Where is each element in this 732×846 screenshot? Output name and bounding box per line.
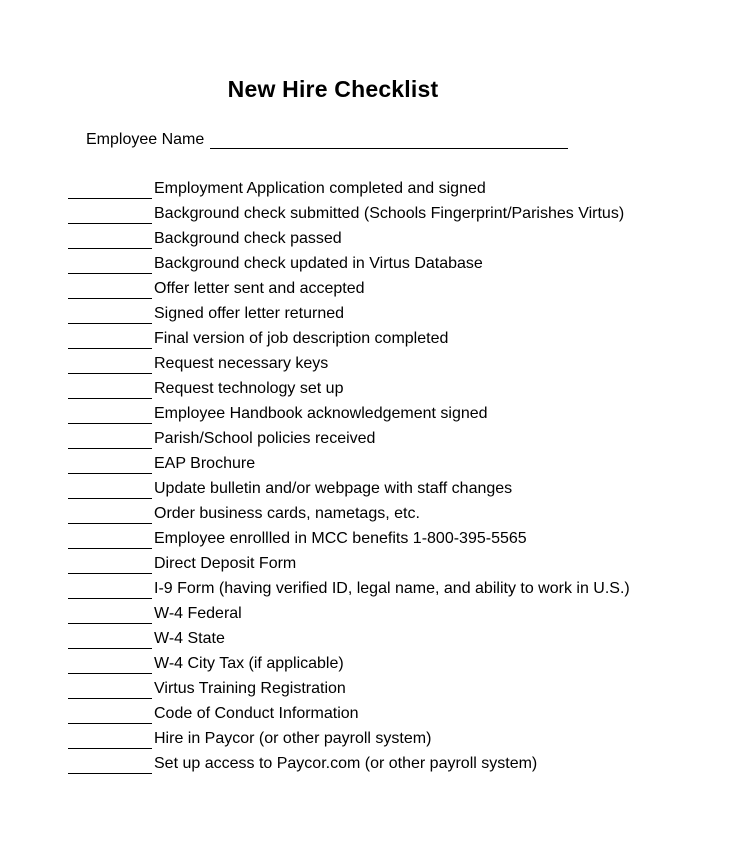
employee-name-label: Employee Name	[86, 131, 205, 148]
checklist-blank[interactable]	[68, 479, 152, 499]
checklist-item	[68, 249, 630, 274]
checklist-item	[68, 524, 630, 549]
checklist-item-label: Background check updated in Virtus Database	[154, 255, 483, 272]
checklist-item-label: I-9 Form (having verified ID, legal name, and ability to work in U.S.)	[154, 580, 630, 597]
checklist-blank[interactable]	[68, 354, 152, 374]
checklist-blank[interactable]	[68, 179, 152, 199]
checklist-blank[interactable]	[68, 279, 152, 299]
checklist-blank[interactable]	[68, 379, 152, 399]
checklist-item	[68, 224, 630, 249]
checklist-blank[interactable]	[68, 604, 152, 624]
employee-name-row	[86, 130, 568, 149]
checklist-blank[interactable]	[68, 579, 152, 599]
checklist-item-label: Employee enrollled in MCC benefits 1-800-395-5565	[154, 530, 527, 547]
checklist-blank[interactable]	[68, 554, 152, 574]
checklist-item	[68, 449, 630, 474]
checklist-item	[68, 349, 630, 374]
checklist-item	[68, 399, 630, 424]
checklist-item-label: Signed offer letter returned	[154, 305, 345, 322]
checklist-item	[68, 599, 630, 624]
checklist-item	[68, 549, 630, 574]
checklist-item	[68, 274, 630, 299]
checklist-blank[interactable]	[68, 704, 152, 724]
checklist-item-label: Parish/School policies received	[154, 430, 376, 447]
checklist-item	[68, 749, 630, 774]
checklist-item	[68, 424, 630, 449]
checklist-item-label: W-4 Federal	[154, 605, 242, 622]
checklist-item	[68, 649, 630, 674]
checklist-blank[interactable]	[68, 529, 152, 549]
checklist-blank[interactable]	[68, 329, 152, 349]
checklist-item	[68, 299, 630, 324]
checklist-item-label: Code of Conduct Information	[154, 705, 359, 722]
checklist-item	[68, 324, 630, 349]
checklist-item-label: Offer letter sent and accepted	[154, 280, 365, 297]
checklist-blank[interactable]	[68, 654, 152, 674]
checklist-item	[68, 699, 630, 724]
checklist-item-label: Request technology set up	[154, 380, 344, 397]
checklist-item	[68, 574, 630, 599]
checklist-item	[68, 474, 630, 499]
checklist-item-label: Order business cards, nametags, etc.	[154, 505, 420, 522]
checklist-item	[68, 374, 630, 399]
checklist-item-label: Employment Application completed and signed	[154, 180, 486, 197]
checklist-item	[68, 724, 630, 749]
checklist-item-label: Background check passed	[154, 230, 342, 247]
checklist-item-label: W-4 City Tax (if applicable)	[154, 655, 344, 672]
checklist-item-label: W-4 State	[154, 630, 225, 647]
checklist-item-label: Virtus Training Registration	[154, 680, 346, 697]
checklist-blank[interactable]	[68, 679, 152, 699]
checklist-item-label: Direct Deposit Form	[154, 555, 297, 572]
checklist-item-label: Request necessary keys	[154, 355, 329, 372]
checklist-item	[68, 624, 630, 649]
employee-name-field[interactable]	[210, 130, 568, 149]
checklist-item	[68, 674, 630, 699]
checklist-blank[interactable]	[68, 629, 152, 649]
checklist-item-label: Final version of job description completed	[154, 330, 449, 347]
checklist-blank[interactable]	[68, 454, 152, 474]
checklist-item-label: EAP Brochure	[154, 455, 256, 472]
checklist	[68, 174, 630, 774]
checklist-item	[68, 199, 630, 224]
checklist-blank[interactable]	[68, 254, 152, 274]
checklist-item-label: Set up access to Paycor.com (or other payroll system)	[154, 755, 538, 772]
checklist-blank[interactable]	[68, 229, 152, 249]
checklist-blank[interactable]	[68, 729, 152, 749]
checklist-item	[68, 499, 630, 524]
checklist-blank[interactable]	[68, 404, 152, 424]
checklist-item-label: Employee Handbook acknowledgement signed	[154, 405, 488, 422]
checklist-blank[interactable]	[68, 204, 152, 224]
checklist-item-label: Hire in Paycor (or other payroll system)	[154, 730, 432, 747]
checklist-item-label: Update bulletin and/or webpage with staff changes	[154, 480, 513, 497]
page-title: New Hire Checklist	[227, 76, 439, 102]
checklist-item	[68, 174, 630, 199]
checklist-item-label: Background check submitted (Schools Fingerprint/Parishes Virtus)	[154, 205, 625, 222]
checklist-blank[interactable]	[68, 429, 152, 449]
checklist-blank[interactable]	[68, 754, 152, 774]
checklist-blank[interactable]	[68, 504, 152, 524]
checklist-blank[interactable]	[68, 304, 152, 324]
